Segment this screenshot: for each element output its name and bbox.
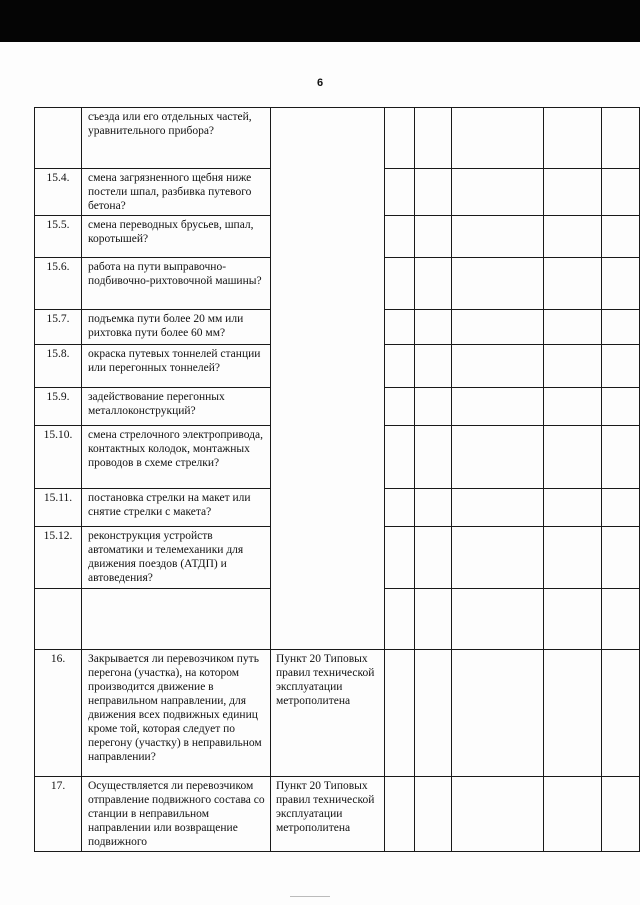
not-applicable-cell[interactable] [452,777,544,852]
row-number: 16. [35,650,82,777]
answer-no-cell[interactable] [415,777,452,852]
row-number [35,108,82,169]
note-cell[interactable] [544,258,602,310]
row-number: 15.6. [35,258,82,310]
note-cell[interactable] [544,426,602,489]
answer-no-cell[interactable] [415,108,452,169]
answer-no-cell[interactable] [415,489,452,527]
answer-no-cell[interactable] [415,426,452,489]
not-applicable-cell[interactable] [452,650,544,777]
question-cell: задействование перегонных металлоконструкций? [82,388,271,426]
answer-yes-cell[interactable] [385,388,415,426]
note-cell[interactable] [544,589,602,650]
extra-cell[interactable] [602,169,640,216]
extra-cell[interactable] [602,388,640,426]
not-applicable-cell[interactable] [452,426,544,489]
extra-cell[interactable] [602,258,640,310]
note-cell[interactable] [544,108,602,169]
page-number: 6 [316,77,324,89]
answer-yes-cell[interactable] [385,108,415,169]
not-applicable-cell[interactable] [452,489,544,527]
answer-no-cell[interactable] [415,388,452,426]
note-cell[interactable] [544,216,602,258]
not-applicable-cell[interactable] [452,388,544,426]
answer-yes-cell[interactable] [385,527,415,589]
not-applicable-cell[interactable] [452,258,544,310]
extra-cell[interactable] [602,589,640,650]
question-cell: работа на пути выправочно-подбивочно-рихтовочной машины? [82,258,271,310]
extra-cell[interactable] [602,489,640,527]
answer-no-cell[interactable] [415,527,452,589]
question-cell: Осуществляется ли перевозчиком отправление подвижного состава со станции в неправильном направлении или возвращение подвижного [82,777,271,852]
answer-no-cell[interactable] [415,169,452,216]
question-cell: реконструкция устройств автоматики и телемеханики для движения поездов (АТДП) и автоведения? [82,527,271,589]
row-number: 15.8. [35,345,82,388]
not-applicable-cell[interactable] [452,345,544,388]
question-cell: смена стрелочного электропривода, контактных колодок, монтажных проводов в схеме стрелки? [82,426,271,489]
row-number: 15.10. [35,426,82,489]
answer-no-cell[interactable] [415,310,452,345]
answer-no-cell[interactable] [415,216,452,258]
legal-reference-cell: Пункт 20 Типовых правил технической эксплуатации метрополитена [271,650,385,777]
extra-cell[interactable] [602,310,640,345]
not-applicable-cell[interactable] [452,216,544,258]
answer-yes-cell[interactable] [385,777,415,852]
extra-cell[interactable] [602,345,640,388]
row-number: 15.4. [35,169,82,216]
row-number: 15.11. [35,489,82,527]
extra-cell[interactable] [602,216,640,258]
answer-yes-cell[interactable] [385,589,415,650]
row-number: 15.5. [35,216,82,258]
answer-yes-cell[interactable] [385,258,415,310]
question-cell [82,589,271,650]
answer-yes-cell[interactable] [385,216,415,258]
answer-yes-cell[interactable] [385,650,415,777]
answer-yes-cell[interactable] [385,345,415,388]
row-number: 15.7. [35,310,82,345]
extra-cell[interactable] [602,426,640,489]
note-cell[interactable] [544,650,602,777]
table-row [35,777,640,852]
question-cell: подъемка пути более 20 мм или рихтовка пути более 60 мм? [82,310,271,345]
answer-no-cell[interactable] [415,650,452,777]
not-applicable-cell[interactable] [452,310,544,345]
not-applicable-cell[interactable] [452,589,544,650]
answer-yes-cell[interactable] [385,169,415,216]
table-row [35,650,640,777]
top-black-bar [0,0,640,42]
note-cell[interactable] [544,777,602,852]
bottom-scan-mark [290,896,330,897]
checklist-table [34,107,640,852]
not-applicable-cell[interactable] [452,527,544,589]
note-cell[interactable] [544,310,602,345]
note-cell[interactable] [544,345,602,388]
note-cell[interactable] [544,169,602,216]
legal-reference-cell: Пункт 20 Типовых правил технической эксплуатации метрополитена [271,777,385,852]
question-cell: окраска путевых тоннелей станции или перегонных тоннелей? [82,345,271,388]
question-cell: Закрывается ли перевозчиком путь перегона (участка), на котором производится движение в неправильном направлении, для движения всех подвижных единиц кроме той, которая следует по перегону (участку) в неправильном направлении? [82,650,271,777]
answer-no-cell[interactable] [415,258,452,310]
extra-cell[interactable] [602,650,640,777]
question-cell: постановка стрелки на макет или снятие стрелки с макета? [82,489,271,527]
table-row [35,108,640,169]
question-cell: смена переводных брусьев, шпал, коротышей? [82,216,271,258]
extra-cell[interactable] [602,108,640,169]
legal-reference-cell [271,108,385,650]
note-cell[interactable] [544,489,602,527]
extra-cell[interactable] [602,527,640,589]
row-number: 15.12. [35,527,82,589]
answer-yes-cell[interactable] [385,310,415,345]
question-cell: смена загрязненного щебня ниже постели шпал, разбивка путевого бетона? [82,169,271,216]
not-applicable-cell[interactable] [452,108,544,169]
note-cell[interactable] [544,527,602,589]
row-number [35,589,82,650]
note-cell[interactable] [544,388,602,426]
answer-no-cell[interactable] [415,589,452,650]
question-cell: съезда или его отдельных частей, уравнительного прибора? [82,108,271,169]
row-number: 15.9. [35,388,82,426]
answer-no-cell[interactable] [415,345,452,388]
not-applicable-cell[interactable] [452,169,544,216]
row-number: 17. [35,777,82,852]
answer-yes-cell[interactable] [385,489,415,527]
extra-cell[interactable] [602,777,640,852]
answer-yes-cell[interactable] [385,426,415,489]
